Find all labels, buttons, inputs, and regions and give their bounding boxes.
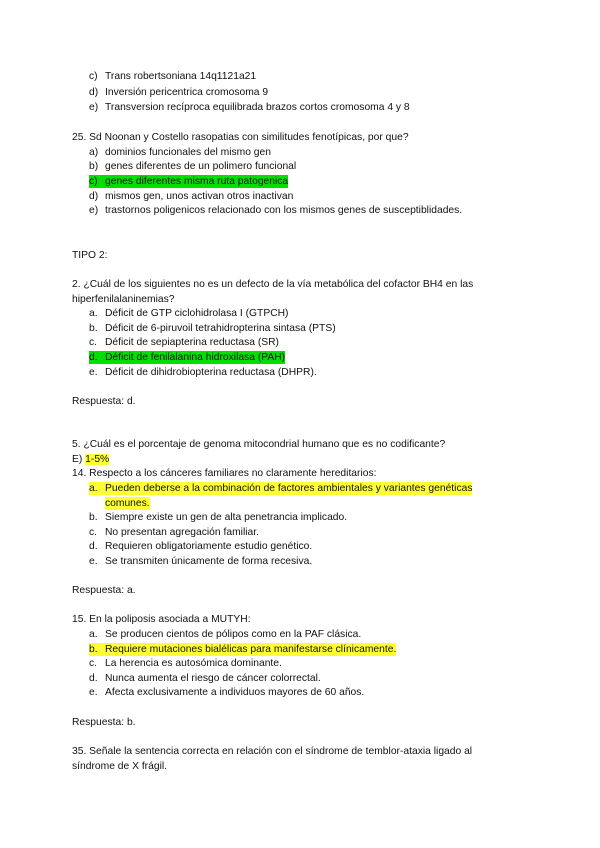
option-e: e) Transversion recíproca equilibrada brazos cortos cromosoma 4 y 8 — [89, 102, 410, 113]
question-2-cont: hiperfenilalaninemias? — [72, 294, 175, 305]
option-a-highlighted: a. Pueden deberse a la combinación de factores ambientales y variantes genéticas — [89, 483, 473, 494]
option-a: a) dominios funcionales del mismo gen — [89, 147, 271, 158]
option-d: d) Inversión pericentrica cromosoma 9 — [89, 87, 269, 98]
option-c: c. Déficit de sepiapterina reductasa (SR) — [89, 337, 279, 348]
option-b: b. Déficit de 6-piruvoil tetrahidropterina sintasa (PTS) — [89, 323, 336, 334]
option-d: d. Requieren obligatoriamente estudio genético. — [89, 541, 313, 552]
option-e: e) trastornos poligenicos relacionado con los mismos genes de susceptiblidades. — [89, 205, 463, 216]
question-35-cont: síndrome de X frágil. — [72, 761, 168, 772]
option-c: c. La herencia es autosómica dominante. — [89, 658, 282, 669]
answer-5-value: 1-5% — [85, 454, 110, 465]
question-14: 14. Respecto a los cánceres familiares no claramente hereditarios: — [72, 468, 377, 479]
option-c: c. No presentan agregación familiar. — [89, 527, 259, 538]
question-15: 15. En la poliposis asociada a MUTYH: — [72, 614, 251, 625]
option-a-cont-highlighted: comunes. — [105, 498, 150, 509]
answer-14: Respuesta: a. — [72, 585, 136, 596]
option-b: b. Siempre existe un gen de alta penetrancia implicado. — [89, 512, 348, 523]
option-e: e. Afecta exclusivamente a individuos mayores de 60 años. — [89, 687, 365, 698]
question-35: 35. Señale la sentencia correcta en relación con el síndrome de temblor-ataxia ligado al — [72, 746, 473, 757]
option-d: d. Nunca aumenta el riesgo de cáncer colorrectal. — [89, 673, 321, 684]
option-b-highlighted: b. Requiere mutaciones bialélicas para manifestarse clínicamente. — [89, 644, 397, 655]
option-b: b) genes diferentes de un polimero funcional — [89, 161, 297, 172]
answer-5: E) 1-5% — [72, 454, 110, 465]
question-2: 2. ¿Cuál de los siguientes no es un defecto de la vía metabólica del cofactor BH4 en las — [72, 279, 474, 290]
option-e: e. Se transmiten únicamente de forma recesiva. — [89, 556, 313, 567]
question-25: 25. Sd Noonan y Costello rasopatias con similitudes fenotípicas, por que? — [72, 132, 409, 143]
option-a: a. Déficit de GTP ciclohidrolasa I (GTPCH) — [89, 308, 289, 319]
option-e: e. Déficit de dihidrobiopterina reductasa (DHPR). — [89, 367, 317, 378]
answer-2: Respuesta: d. — [72, 396, 136, 407]
question-5: 5. ¿Cuál es el porcentaje de genoma mitocondrial humano que es no codificante? — [72, 439, 446, 450]
option-d: d) mismos gen, unos activan otros inactivan — [89, 191, 294, 202]
option-a: a. Se producen cientos de pólipos como en la PAF clásica. — [89, 629, 362, 640]
answer-15: Respuesta: b. — [72, 717, 136, 728]
option-d-highlighted: d. Déficit de fenilalanina hidroxilasa (PAH) — [89, 352, 286, 363]
option-c: c) Trans robertsoniana 14q1121a21 — [89, 71, 257, 82]
option-c-highlighted: c) genes diferentes misma ruta patogenica — [89, 176, 289, 187]
section-title: TIPO 2: — [72, 250, 108, 261]
